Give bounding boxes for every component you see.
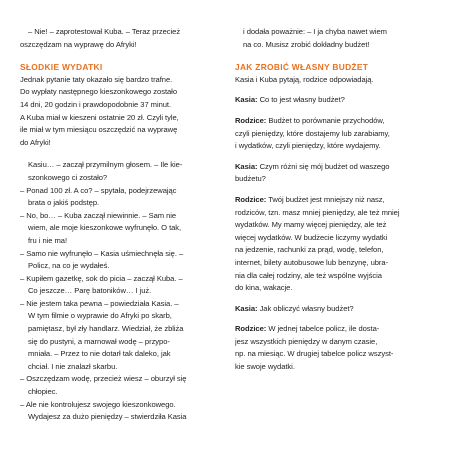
qa-text: na jedzenie, rachunki za prąd, wodę, telefon, xyxy=(235,245,384,255)
qa-text: i wydatków, czyli pieniędzy, które wydajemy. xyxy=(235,141,381,151)
dialogue-line: – Samo nie wyfrunęło – Kasia uśmiechnęła się. – xyxy=(20,248,184,258)
dialogue-line: – Oszczędzam wodę, przecież wiesz – oburzył się xyxy=(20,374,187,384)
section-subtitle: Kasia i Kuba pytają, rodzice odpowiadają. xyxy=(235,74,374,84)
qa-entry xyxy=(235,323,449,336)
dialogue-line: – Ale nie kontrolujesz swojego kieszonkowego. xyxy=(20,399,176,409)
qa-text: rodziców, tzn. masz mniej pieniędzy, ale też mniej xyxy=(235,207,400,217)
dialogue-line: brata o jakiś podstęp. xyxy=(28,198,100,208)
qa-entry xyxy=(235,94,449,107)
paragraph-line: A Kuba miał w kieszeni ostatnie 20 zł. Czyli tyle, xyxy=(20,112,179,122)
speaker-label: Kasia: xyxy=(235,95,258,105)
dialogue-line: się do pustyni, a marnował wodę – przypo- xyxy=(28,336,170,346)
dialogue-line: fru i nie ma! xyxy=(28,235,68,245)
qa-entry xyxy=(235,115,449,128)
dialogue-line: wiem, ale moje kieszonkowe wyfrunęło. O tak, xyxy=(28,223,182,233)
dialogue-line: Kasiu… – zaczął przymilnym głosem. – Ile kie- xyxy=(28,160,183,170)
qa-text: Twój budżet jest mniejszy niż nasz, xyxy=(268,194,385,204)
qa-text: wydatków. My mamy więcej pieniędzy, ale też xyxy=(235,220,387,230)
intro-line: oszczędzam na wyprawę do Afryki! xyxy=(20,39,137,49)
qa-text: więcej wydatków. W budżecie liczymy wydatki xyxy=(235,232,388,242)
qa-entry xyxy=(235,194,449,207)
dialogue-line: Co jeszcze… Parę batoników… I już. xyxy=(28,286,152,296)
speaker-label: Kasia: xyxy=(235,161,258,171)
dialogue-line: Policz, na co je wydałeś. xyxy=(28,261,110,271)
dialogue-line: – No, bo… – Kuba zaczął niewinnie. – Sam nie xyxy=(20,210,177,220)
qa-entry xyxy=(235,303,449,316)
speaker-label: Rodzice: xyxy=(235,115,267,125)
paragraph-line: Jednak pytanie taty okazało się bardzo trafne. xyxy=(20,74,173,84)
qa-text: budżetu? xyxy=(235,174,266,184)
qa-text: W jednej tabelce policz, ile dosta- xyxy=(268,324,380,334)
left-column xyxy=(20,26,224,424)
speaker-label: Rodzice: xyxy=(235,194,267,204)
dialogue-block xyxy=(20,159,224,423)
qa-text: nia dla całej rodziny, ale też wspólne wyjścia xyxy=(235,270,382,280)
dialogue-line: W tym filmie o wyprawie do Afryki po skarb, xyxy=(28,311,172,321)
right-column xyxy=(235,26,449,374)
dialogue-line: – Ponad 100 zł. A co? – spytała, podejrzewając xyxy=(20,185,177,195)
paragraph-line: 14 dni, 20 godzin i prawdopodobnie 37 minut. xyxy=(20,99,172,109)
speaker-label: Rodzice: xyxy=(235,324,267,334)
qa-text: np. na miesiąc. W drugiej tabelce policz wszyst- xyxy=(235,349,394,359)
intro-line: na co. Musisz zrobić dokładny budżet! xyxy=(243,39,370,49)
qa-text: Czym różni się mój budżet od waszego xyxy=(259,161,390,171)
dialogue-line: – Nie jestem taka pewna – powiedziała Kasia. – xyxy=(20,298,179,308)
dialogue-line: chłopiec. xyxy=(28,387,58,397)
dialogue-line: chciał. I nie znalazł skarbu. xyxy=(28,361,118,371)
paragraph-line: do Afryki! xyxy=(20,137,51,147)
qa-text: czyli pieniędzy, które dostajemy lub zarabiamy, xyxy=(235,128,390,138)
narrative-paragraph xyxy=(20,74,224,150)
dialogue-line: mniała. – Przez to nie dotarł tak daleko, jak xyxy=(28,349,171,359)
qa-text: Co to jest własny budżet? xyxy=(259,95,345,105)
paragraph-line: ile miał w tym miesiącu oszczędzić na wyprawę xyxy=(20,125,178,135)
qa-text: internet, bilety autobusowe lub benzynę, ubra- xyxy=(235,257,389,267)
qa-text: Budżet to porównanie przychodów, xyxy=(268,115,385,125)
qa-text: jesz wszystkich pieniędzy w danym czasie, xyxy=(235,336,378,346)
section-heading-sweet-expenses: SŁODKIE WYDATKI xyxy=(20,62,103,73)
dialogue-line: szonkowego ci zostało? xyxy=(28,172,108,182)
speaker-label: Kasia: xyxy=(235,303,258,313)
dialogue-line: Wydajesz za dużo pieniędzy – stwierdziła Kasia xyxy=(28,412,187,422)
dialogue-line: – Kupiłem gazetkę, sok do picia – zaczął Kuba. – xyxy=(20,273,183,283)
qa-text: kie swoje wydatki. xyxy=(235,362,295,372)
paragraph-line: Do wypłaty następnego kieszonkowego zostało xyxy=(20,87,177,97)
qa-entry xyxy=(235,161,449,174)
dialogue-line: pamiętasz, był zły handlarz. Wiedział, że zbliża xyxy=(28,324,184,334)
qa-text: Jak obliczyć własny budżet? xyxy=(259,303,354,313)
qa-text: do kina, wakacje. xyxy=(235,283,293,293)
section-heading-own-budget: JAK ZROBIĆ WŁASNY BUDŻET xyxy=(235,62,369,73)
intro-line: i dodała poważnie: – I ja chyba nawet wiem xyxy=(243,27,387,36)
intro-line: – Nie! – zaprotestował Kuba. – Teraz przecież xyxy=(28,27,181,36)
